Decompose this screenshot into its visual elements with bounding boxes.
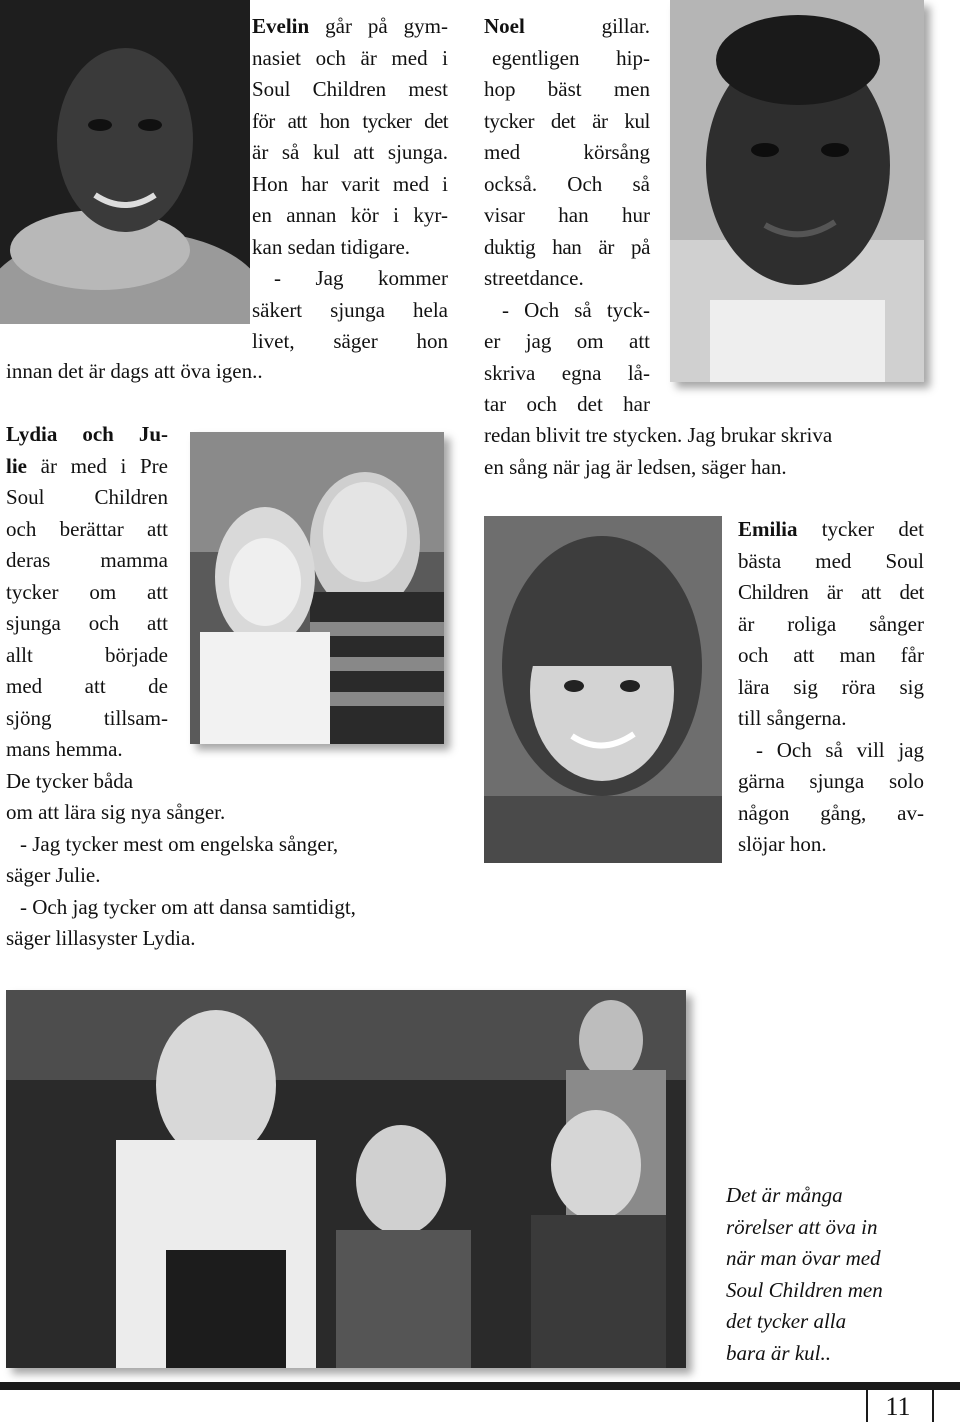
emilia-text: Emilia tycker det bästa med Soul Children är att det är roliga sånger och att man får lära sig röra sig till sångerna. - Och så vill jag gärna sjunga solo någon gång, av- slöjar hon.	[738, 517, 924, 856]
portrait-image	[670, 0, 924, 382]
photo-lydia-julie	[190, 432, 444, 744]
lydia-julie-text: Lydia och Ju- lie är med i Pre Soul Children och berättar att deras mamma tycker om att sjunga och att allt började med att de sjöng tillsam- mans hemma. De tycker båda	[6, 422, 168, 793]
photo-evelin	[0, 0, 250, 324]
noel-text-wide: redan blivit tre stycken. Jag brukar skriva en sång när jag är ledsen, säger han.	[484, 423, 833, 479]
lydia-julie-text-wide: om att lära sig nya sånger. - Jag tycker mest om engelska sånger, säger Julie. - Och jag tycker om att dansa samtidigt, säger lillasyster Lydia.	[6, 800, 356, 950]
photo-group	[6, 990, 686, 1368]
evelin-text-last: innan det är dags att öva igen..	[6, 359, 263, 383]
portrait-image	[0, 0, 250, 324]
lydia-julie-name: Lydia och Ju-	[6, 422, 168, 446]
page-number: 11	[885, 1392, 911, 1421]
footer-rule	[0, 1382, 960, 1390]
noel-name: Noel	[484, 14, 525, 38]
evelin-text: Evelin går på gym- nasiet och är med i Soul Children mest för att hon tycker det är så kul att sjunga. Hon har varit med i en annan kör i kyr- kan sedan tidigare. - Jag kommer säkert sjunga hela livet, säger hon	[252, 14, 448, 353]
photo-emilia	[484, 516, 722, 863]
portrait-image	[190, 432, 444, 744]
noel-text: Noel gillar. egentligen hip- hop bäst men tycker det är kul med körsång också. Och så visar han hur duktig han är på streetdance. - Och så tyck- er jag om att skriva egna lå- tar och det har	[484, 14, 650, 416]
emilia-name: Emilia	[738, 517, 798, 541]
evelin-name: Evelin	[252, 14, 310, 38]
group-photo-caption: Det är många rörelser att öva in när man övar med Soul Children men det tycker alla bara är kul..	[726, 1183, 883, 1365]
group-image	[6, 990, 686, 1368]
portrait-image	[484, 516, 722, 863]
photo-noel	[670, 0, 924, 382]
